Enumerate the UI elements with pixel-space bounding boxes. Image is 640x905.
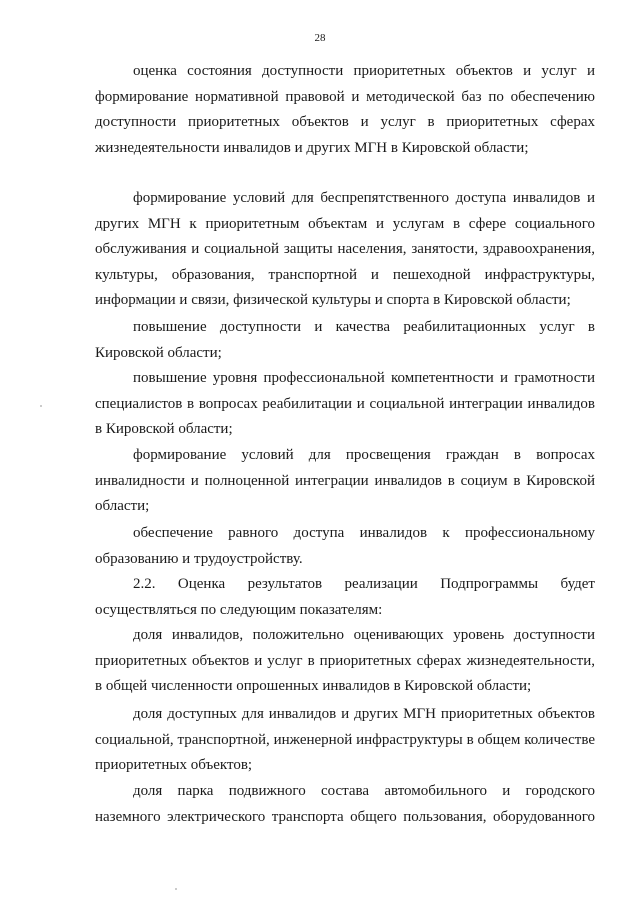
paragraph-share-transport: доля парка подвижного состава автомобильного и городского наземного электрического транспорта общего пользования, оборудованного bbox=[95, 783, 595, 825]
scan-speck bbox=[175, 888, 177, 890]
paragraph-rehab-services: повышение доступности и качества реабилитационных услуг в Кировской области; bbox=[95, 319, 595, 361]
paragraph-section-2-2: 2.2. Оценка результатов реализации Подпрограммы будет осуществляться по следующим показателям: bbox=[95, 576, 595, 618]
paragraph-equal-access: обеспечение равного доступа инвалидов к профессиональному образованию и трудоустройству. bbox=[95, 525, 595, 567]
page-number: 28 bbox=[314, 32, 326, 44]
paragraph-conditions-access: формирование условий для беспрепятственного доступа инвалидов и других МГН к приоритетным объектам и услугам в сфере социального обслуживания и социальной защиты населения, занятости, здравоохранения, культуры, образования, транспортной и пешеходной инфраструктуры, информации и связи, физической культуры и спорта в Кировской области; bbox=[95, 190, 595, 308]
paragraph-share-disabled: доля инвалидов, положительно оценивающих уровень доступности приоритетных объектов и услуг в приоритетных сферах жизнедеятельности, в общей численности опрошенных инвалидов в Кировской области; bbox=[95, 627, 595, 694]
paragraph-share-objects: доля доступных для инвалидов и других МГН приоритетных объектов социальной, транспортной, инженерной инфраструктуры в общем количестве приоритетных объектов; bbox=[95, 706, 595, 773]
paragraph-education-citizens: формирование условий для просвещения граждан в вопросах инвалидности и полноценной интеграции инвалидов в социум в Кировской области; bbox=[95, 447, 595, 514]
paragraph-assessment: оценка состояния доступности приоритетных объектов и услуг и формирование нормативной правовой и методической баз по обеспечению доступности приоритетных объектов и услуг в приоритетных сферах жизнедеятельности инвалидов и других МГН в Кировской области; bbox=[95, 63, 595, 156]
scan-speck bbox=[40, 405, 42, 407]
paragraph-competence: повышение уровня профессиональной компетентности и грамотности специалистов в вопросах реабилитации и социальной интеграции инвалидов в Кировской области; bbox=[95, 370, 595, 437]
